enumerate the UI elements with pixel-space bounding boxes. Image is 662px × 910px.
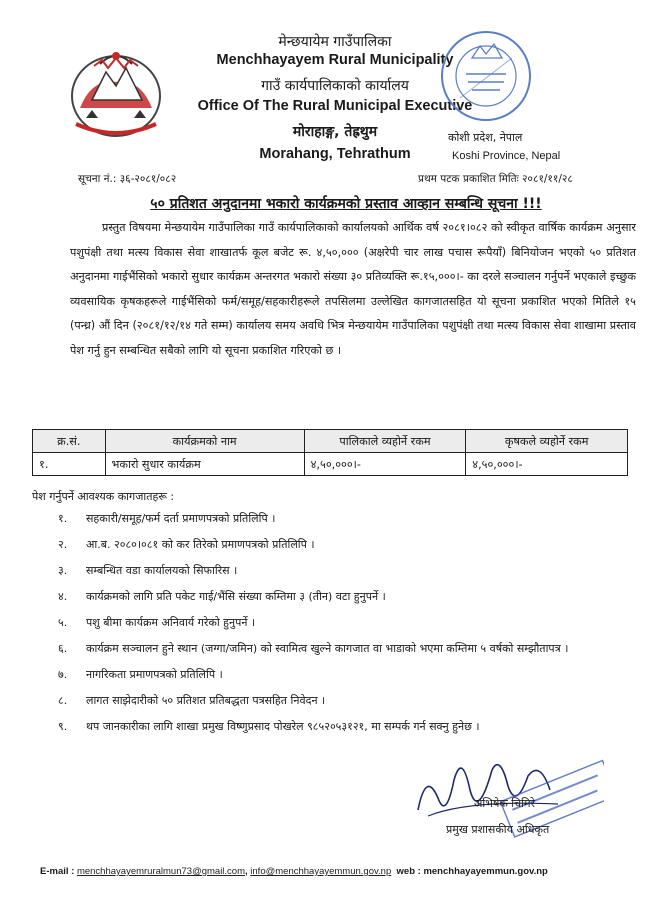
cell-farmer-amount: ४,५०,०००।- bbox=[466, 453, 628, 476]
email-link-info[interactable]: info@menchhayayemmun.gov.np bbox=[250, 866, 392, 877]
program-table bbox=[32, 429, 628, 476]
list-item bbox=[58, 588, 630, 606]
web-label: web : bbox=[396, 866, 421, 877]
list-item bbox=[58, 718, 630, 736]
col-program-name: कार्यक्रमको नाम bbox=[105, 430, 304, 453]
item-text: कार्यक्रमको लागि प्रति पकेट गाई/भैंसि संख्या कम्तिमा ३ (तीन) वटा हुनुपर्ने । bbox=[86, 590, 386, 603]
item-number: ९. bbox=[58, 720, 68, 733]
province-en: Koshi Province, Nepal bbox=[452, 150, 561, 162]
item-number: ६. bbox=[58, 642, 68, 655]
item-number: १. bbox=[58, 512, 68, 525]
requirements-heading: पेश गर्नुपर्ने आवश्यक कागजातहरू : bbox=[32, 490, 175, 503]
col-municipality-amount: पालिकाले व्यहोर्ने रकम bbox=[304, 430, 466, 453]
list-item bbox=[58, 666, 630, 684]
email-separator: , bbox=[245, 866, 248, 877]
item-number: ८. bbox=[58, 694, 68, 707]
email-label: E-mail : bbox=[40, 866, 75, 877]
cell-program-name: भकारो सुधार कार्यक्रम bbox=[105, 453, 304, 476]
signatory-name: अभिषेक चिमिरे bbox=[474, 797, 536, 810]
list-item bbox=[58, 614, 630, 632]
office-name-np: गाउँ कार्यपालिकाको कार्यालय bbox=[261, 78, 409, 94]
province-np: कोशी प्रदेश, नेपाल bbox=[448, 131, 523, 144]
item-number: ७. bbox=[58, 668, 68, 681]
item-text: सम्बन्धित वडा कार्यालयको सिफारिस । bbox=[86, 564, 238, 577]
item-number: ३. bbox=[58, 564, 68, 577]
list-item bbox=[58, 536, 630, 554]
notice-date: प्रथम पटक प्रकाशित मितिः २०८१/११/२८ bbox=[418, 173, 573, 185]
item-text: थप जानकारीका लागि शाखा प्रमुख विष्णुप्रसाद पोखरेल ९८५२०५३१२१, मा सम्पर्क गर्न सक्नु हुनेछ । bbox=[86, 720, 480, 733]
item-text: सहकारी/समूह/फर्म दर्ता प्रमाणपत्रको प्रतिलिपि । bbox=[86, 512, 276, 525]
item-text: कार्यक्रम सञ्चालन हुने स्थान (जग्गा/जमिन) को स्वामित्व खुल्ने कागजात वा भाडाको भएमा कम्तिमा ५ वर्षको सम्झौतापत्र । bbox=[86, 642, 569, 655]
place-en: Morahang, Tehrathum bbox=[259, 146, 411, 162]
item-text: पशु बीमा कार्यक्रम अनिवार्य गरेको हुनुपर्ने । bbox=[86, 616, 256, 629]
table-header-row bbox=[33, 430, 628, 453]
office-seal-stamp bbox=[438, 28, 534, 124]
notice-body: प्रस्तुत विषयमा मेन्छयायेम गाउँपालिका गाउँ कार्यपालिकाको कार्यालयको आर्थिक वर्ष २०८१।०८२ को स्वीकृत वार्षिक कार्यक्रम अनुसार पशुपंक्षी तथा मत्स्य विकास सेवा शाखातर्फ कूल बजेट रू. ४,५०,००० (अक्षरेपी चार लाख पचास रूपैयाँ) बिनियोजन भएको ५० प्रतिशत अनुदानमा गाईभैंसिको भकारो सुधार कार्यक्रम अन्तरगत भकारो संख्या ३० प्रतिव्यक्ति रू.१५,०००।- का दरले सञ्चालन गर्नुपर्ने भएकाले इच्छुक व्यवसायिक कृषकहरूले गाईभैंसिको फर्म/समूह/सहकारीहरूले तपसिलमा उल्लेखित कागजातसहित यो सूचना प्रकाशित भएको मितिले १५ (पन्ध्र) औं दिन (२०८१/१२/१४ गते सम्म) कार्यालय समय अवधि भित्र मेन्छयायेम गाउँपालिका पशुपंक्षी तथा मत्स्य विकास सेवा शाखामा प्रस्ताव पेश गर्नु हुन सम्बन्धित सबैको लागि यो सूचना प्रकाशित गरिएको छ । bbox=[70, 221, 636, 357]
item-text: नागरिकता प्रमाणपत्रको प्रतिलिपि । bbox=[86, 668, 223, 681]
office-name-en: Office Of The Rural Municipal Executive bbox=[197, 98, 473, 114]
signatory-title: प्रमुख प्रशासकीय अधिकृत bbox=[446, 823, 550, 836]
list-item bbox=[58, 692, 630, 710]
col-serial: क्र.सं. bbox=[33, 430, 106, 453]
list-item bbox=[58, 562, 630, 580]
nepal-emblem-icon bbox=[62, 38, 170, 146]
cell-municipality-amount: ४,५०,०००।- bbox=[304, 453, 466, 476]
municipality-name-en: Menchhayayem Rural Municipality bbox=[216, 52, 454, 68]
requirements-list bbox=[58, 510, 630, 744]
item-text: लागत साझेदारीको ५० प्रतिशत प्रतिबद्धता पत्रसहित निवेदन । bbox=[86, 694, 326, 707]
col-farmer-amount: कृषकले व्यहोर्ने रकम bbox=[466, 430, 628, 453]
place-np: मोराहाङ्ग, तेह्रथुम bbox=[292, 124, 378, 140]
notice-ref: सूचना नं.: ३६-२०८१/०८२ bbox=[78, 173, 177, 185]
cell-serial: १. bbox=[33, 453, 106, 476]
email-link-primary[interactable]: menchhayayemruralmun73@gmail.com bbox=[76, 866, 245, 877]
list-item bbox=[58, 640, 630, 658]
list-item bbox=[58, 510, 630, 528]
notice-title: ५० प्रतिशत अनुदानमा भकारो कार्यक्रमको प्रस्ताव आव्हान सम्बन्धि सूचना !!! bbox=[150, 196, 542, 212]
footer-contact bbox=[40, 866, 640, 877]
municipality-name-np: मेन्छयायेम गाउँपालिका bbox=[278, 34, 392, 50]
table-row bbox=[33, 453, 628, 476]
item-text: आ.ब. २०८०।०८१ को कर तिरेको प्रमाणपत्रको प्रतिलिपि । bbox=[86, 538, 315, 551]
item-number: २. bbox=[58, 538, 68, 551]
item-number: ४. bbox=[58, 590, 68, 603]
website-link[interactable]: menchhayayemmun.gov.np bbox=[423, 866, 548, 877]
item-number: ५. bbox=[58, 616, 68, 629]
